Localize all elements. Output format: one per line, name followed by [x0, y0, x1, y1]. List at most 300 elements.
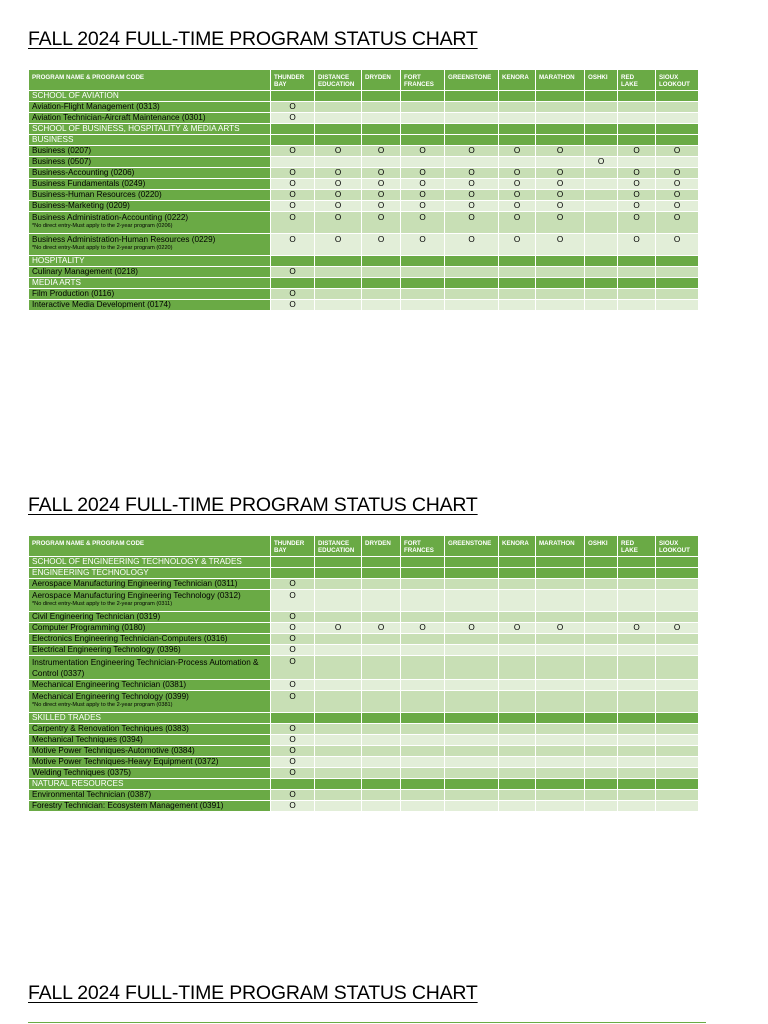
empty-cell [656, 579, 699, 590]
empty-cell [499, 612, 536, 623]
program-note: *No direct entry-Must apply to the 2-year program (0206) [32, 223, 173, 229]
availability-mark: O [536, 179, 585, 190]
column-header-campus: DRYDEN [362, 70, 401, 91]
page-title: FALL 2024 FULL-TIME PROGRAM STATUS CHART [28, 982, 478, 1004]
empty-cell [585, 190, 618, 201]
section-fill-cell [656, 568, 699, 579]
empty-cell [585, 146, 618, 157]
section-row [29, 568, 699, 579]
table-row [29, 746, 699, 757]
availability-mark: O [445, 212, 499, 234]
empty-cell [618, 612, 656, 623]
section-fill-cell [536, 135, 585, 146]
empty-cell [401, 656, 445, 680]
empty-cell [315, 113, 362, 124]
empty-cell [362, 612, 401, 623]
section-fill-cell [499, 91, 536, 102]
column-header-campus: DISTANCE EDUCATION [315, 536, 362, 557]
empty-cell [585, 790, 618, 801]
empty-cell [618, 102, 656, 113]
empty-cell [536, 790, 585, 801]
empty-cell [499, 267, 536, 278]
section-fill-cell [585, 557, 618, 568]
empty-cell [585, 590, 618, 612]
empty-cell [315, 590, 362, 612]
availability-mark: O [499, 623, 536, 634]
empty-cell [618, 267, 656, 278]
program-name-text: Electronics Engineering Technician-Computers (0316) [32, 634, 228, 643]
empty-cell [401, 267, 445, 278]
availability-mark: O [362, 146, 401, 157]
empty-cell [315, 579, 362, 590]
empty-cell [618, 656, 656, 680]
section-fill-cell [401, 779, 445, 790]
table-row [29, 634, 699, 645]
table-row [29, 801, 699, 812]
section-fill-cell [271, 278, 315, 289]
empty-cell [401, 768, 445, 779]
empty-cell [362, 590, 401, 612]
empty-cell [656, 102, 699, 113]
empty-cell [536, 735, 585, 746]
program-name-text: Aviation-Flight Management (0313) [32, 102, 160, 111]
availability-mark: O [656, 201, 699, 212]
program-name-text: Business Administration-Human Resources (0229) [32, 235, 216, 244]
empty-cell [315, 757, 362, 768]
empty-cell [656, 680, 699, 691]
program-name [29, 757, 271, 768]
empty-cell [585, 680, 618, 691]
section-fill-cell [585, 91, 618, 102]
program-name [29, 656, 271, 680]
empty-cell [362, 724, 401, 735]
program-name-text: Business Administration-Accounting (0222) [32, 213, 189, 222]
availability-mark: O [271, 656, 315, 680]
empty-cell [536, 267, 585, 278]
program-name-text: Business (0507) [32, 157, 92, 166]
empty-cell [445, 634, 499, 645]
availability-mark: O [618, 179, 656, 190]
column-header-campus: DISTANCE EDUCATION [315, 70, 362, 91]
empty-cell [401, 691, 445, 713]
availability-mark: O [315, 234, 362, 256]
empty-cell [499, 801, 536, 812]
availability-mark: O [618, 212, 656, 234]
column-header-campus: RED LAKE [618, 536, 656, 557]
program-name-text: Interactive Media Development (0174) [32, 300, 171, 309]
table-row [29, 267, 699, 278]
empty-cell [585, 691, 618, 713]
program-name-text: Business-Marketing (0209) [32, 201, 130, 210]
empty-cell [362, 157, 401, 168]
empty-cell [445, 300, 499, 311]
empty-cell [499, 157, 536, 168]
availability-mark: O [536, 168, 585, 179]
table-row [29, 212, 699, 234]
empty-cell [445, 289, 499, 300]
page-title: FALL 2024 FULL-TIME PROGRAM STATUS CHART [28, 494, 478, 516]
empty-cell [656, 724, 699, 735]
empty-cell [585, 623, 618, 634]
empty-cell [499, 746, 536, 757]
program-name-text: Computer Programming (0180) [32, 623, 146, 632]
section-fill-cell [315, 278, 362, 289]
column-header-campus: SIOUX LOOKOUT [656, 536, 699, 557]
empty-cell [315, 735, 362, 746]
section-fill-cell [445, 91, 499, 102]
program-name [29, 612, 271, 623]
empty-cell [499, 645, 536, 656]
program-note: *No direct entry-Must apply to the 2-year program (0220) [32, 245, 173, 251]
empty-cell [401, 645, 445, 656]
empty-cell [499, 289, 536, 300]
empty-cell [315, 612, 362, 623]
empty-cell [585, 768, 618, 779]
empty-cell [585, 102, 618, 113]
empty-cell [499, 590, 536, 612]
section-fill-cell [362, 91, 401, 102]
availability-mark: O [618, 168, 656, 179]
empty-cell [315, 645, 362, 656]
availability-mark: O [315, 190, 362, 201]
section-fill-cell [362, 557, 401, 568]
program-name [29, 179, 271, 190]
column-header-campus: MARATHON [536, 70, 585, 91]
empty-cell [445, 102, 499, 113]
column-header-campus: SIOUX LOOKOUT [656, 70, 699, 91]
availability-mark: O [536, 146, 585, 157]
table-row [29, 691, 699, 713]
empty-cell [445, 645, 499, 656]
empty-cell [445, 735, 499, 746]
section-fill-cell [618, 256, 656, 267]
section-fill-cell [271, 135, 315, 146]
section-fill-cell [445, 713, 499, 724]
availability-mark: O [618, 623, 656, 634]
table-row [29, 680, 699, 691]
empty-cell [362, 680, 401, 691]
section-fill-cell [499, 779, 536, 790]
program-name-text: Welding Techniques (0375) [32, 768, 131, 777]
empty-cell [536, 102, 585, 113]
availability-mark: O [499, 146, 536, 157]
section-fill-cell [315, 135, 362, 146]
availability-mark: O [271, 267, 315, 278]
empty-cell [315, 157, 362, 168]
section-fill-cell [656, 779, 699, 790]
availability-mark: O [499, 179, 536, 190]
section-fill-cell [401, 135, 445, 146]
section-fill-cell [536, 256, 585, 267]
section-label: SCHOOL OF BUSINESS, HOSPITALITY & MEDIA ARTS [29, 124, 271, 135]
program-name [29, 201, 271, 212]
empty-cell [618, 724, 656, 735]
availability-mark: O [271, 179, 315, 190]
empty-cell [445, 724, 499, 735]
page-title: FALL 2024 FULL-TIME PROGRAM STATUS CHART [28, 28, 478, 50]
column-header-program: PROGRAM NAME & PROGRAM CODE [29, 536, 271, 557]
empty-cell [536, 757, 585, 768]
section-label: ENGINEERING TECHNOLOGY [29, 568, 271, 579]
empty-cell [536, 289, 585, 300]
availability-mark: O [618, 190, 656, 201]
program-status-table [28, 69, 699, 311]
empty-cell [618, 113, 656, 124]
empty-cell [656, 768, 699, 779]
availability-mark: O [315, 201, 362, 212]
column-header-campus: KENORA [499, 70, 536, 91]
section-fill-cell [315, 256, 362, 267]
empty-cell [445, 680, 499, 691]
program-name [29, 289, 271, 300]
section-row [29, 713, 699, 724]
section-fill-cell [618, 135, 656, 146]
empty-cell [536, 746, 585, 757]
empty-cell [362, 300, 401, 311]
empty-cell [315, 656, 362, 680]
availability-mark: O [656, 179, 699, 190]
section-fill-cell [445, 568, 499, 579]
program-name [29, 623, 271, 634]
empty-cell [401, 157, 445, 168]
availability-mark: O [499, 168, 536, 179]
empty-cell [401, 724, 445, 735]
empty-cell [445, 113, 499, 124]
availability-mark: O [656, 190, 699, 201]
empty-cell [499, 300, 536, 311]
program-name-text: Mechanical Techniques (0394) [32, 735, 143, 744]
program-name [29, 801, 271, 812]
empty-cell [445, 612, 499, 623]
availability-mark: O [536, 623, 585, 634]
table-row [29, 790, 699, 801]
availability-mark: O [362, 234, 401, 256]
empty-cell [656, 790, 699, 801]
program-name-text: Business (0207) [32, 146, 92, 155]
empty-cell [401, 801, 445, 812]
empty-cell [362, 267, 401, 278]
availability-mark: O [271, 801, 315, 812]
empty-cell [656, 157, 699, 168]
empty-cell [499, 790, 536, 801]
availability-mark: O [271, 790, 315, 801]
availability-mark: O [362, 212, 401, 234]
empty-cell [401, 680, 445, 691]
table-row [29, 645, 699, 656]
availability-mark: O [618, 201, 656, 212]
availability-mark: O [271, 102, 315, 113]
section-fill-cell [315, 557, 362, 568]
program-name-text: Mechanical Engineering Technician (0381) [32, 680, 187, 689]
table-row [29, 590, 699, 612]
empty-cell [445, 746, 499, 757]
availability-mark: O [445, 623, 499, 634]
program-name [29, 190, 271, 201]
empty-cell [656, 612, 699, 623]
empty-cell [362, 790, 401, 801]
section-fill-cell [618, 779, 656, 790]
empty-cell [499, 757, 536, 768]
section-fill-cell [315, 568, 362, 579]
empty-cell [499, 768, 536, 779]
empty-cell [585, 113, 618, 124]
availability-mark: O [271, 168, 315, 179]
availability-mark: O [271, 623, 315, 634]
program-note: *No direct entry-Must apply to the 2-year program (0311) [32, 601, 173, 607]
empty-cell [401, 113, 445, 124]
program-name [29, 680, 271, 691]
table-row [29, 179, 699, 190]
section-label: BUSINESS [29, 135, 271, 146]
empty-cell [585, 656, 618, 680]
program-name [29, 102, 271, 113]
program-name [29, 168, 271, 179]
empty-cell [536, 645, 585, 656]
empty-cell [499, 724, 536, 735]
empty-cell [585, 724, 618, 735]
empty-cell [618, 590, 656, 612]
availability-mark: O [271, 645, 315, 656]
availability-mark: O [362, 201, 401, 212]
empty-cell [618, 735, 656, 746]
section-fill-cell [271, 91, 315, 102]
program-name [29, 634, 271, 645]
empty-cell [536, 612, 585, 623]
empty-cell [445, 691, 499, 713]
empty-cell [445, 579, 499, 590]
program-name [29, 212, 271, 234]
section-row [29, 256, 699, 267]
section-label: MEDIA ARTS [29, 278, 271, 289]
availability-mark: O [499, 234, 536, 256]
section-fill-cell [401, 568, 445, 579]
table-row [29, 735, 699, 746]
empty-cell [401, 612, 445, 623]
empty-cell [362, 579, 401, 590]
empty-cell [656, 656, 699, 680]
section-fill-cell [401, 713, 445, 724]
table-row [29, 656, 699, 680]
column-header-campus: FORT FRANCES [401, 536, 445, 557]
program-name [29, 590, 271, 612]
empty-cell [618, 579, 656, 590]
availability-mark: O [536, 234, 585, 256]
empty-cell [499, 113, 536, 124]
availability-mark: O [271, 768, 315, 779]
empty-cell [656, 645, 699, 656]
availability-mark: O [271, 735, 315, 746]
empty-cell [315, 724, 362, 735]
table-row [29, 201, 699, 212]
empty-cell [585, 612, 618, 623]
availability-mark: O [271, 113, 315, 124]
empty-cell [656, 691, 699, 713]
empty-cell [362, 645, 401, 656]
empty-cell [362, 289, 401, 300]
availability-mark: O [585, 157, 618, 168]
section-fill-cell [362, 713, 401, 724]
empty-cell [536, 113, 585, 124]
program-name [29, 234, 271, 256]
column-header-campus: MARATHON [536, 536, 585, 557]
empty-cell [618, 801, 656, 812]
empty-cell [585, 579, 618, 590]
table-top-border [28, 1022, 706, 1023]
empty-cell [401, 289, 445, 300]
table-row [29, 157, 699, 168]
table-header-row [29, 70, 699, 91]
empty-cell [585, 300, 618, 311]
table-row [29, 190, 699, 201]
program-name-text: Forestry Technician: Ecosystem Management (0391) [32, 801, 224, 810]
table-row [29, 724, 699, 735]
section-fill-cell [536, 278, 585, 289]
empty-cell [362, 634, 401, 645]
empty-cell [315, 289, 362, 300]
program-name-text: Business-Accounting (0206) [32, 168, 135, 177]
empty-cell [656, 300, 699, 311]
availability-mark: O [401, 179, 445, 190]
empty-cell [362, 691, 401, 713]
availability-mark: O [618, 146, 656, 157]
section-fill-cell [499, 256, 536, 267]
availability-mark: O [362, 623, 401, 634]
section-label: HOSPITALITY [29, 256, 271, 267]
empty-cell [271, 157, 315, 168]
section-fill-cell [362, 124, 401, 135]
availability-mark: O [271, 724, 315, 735]
availability-mark: O [271, 212, 315, 234]
section-fill-cell [445, 557, 499, 568]
empty-cell [618, 157, 656, 168]
section-fill-cell [499, 568, 536, 579]
program-name-text: Culinary Management (0218) [32, 267, 139, 276]
availability-mark: O [362, 190, 401, 201]
section-fill-cell [656, 124, 699, 135]
empty-cell [656, 735, 699, 746]
empty-cell [401, 102, 445, 113]
empty-cell [362, 656, 401, 680]
section-fill-cell [656, 256, 699, 267]
empty-cell [445, 801, 499, 812]
availability-mark: O [271, 190, 315, 201]
program-name-text: Electrical Engineering Technology (0396) [32, 645, 181, 654]
section-fill-cell [315, 91, 362, 102]
section-fill-cell [585, 256, 618, 267]
program-name-text: Aerospace Manufacturing Engineering Technician (0311) [32, 579, 238, 588]
program-name-text: Mechanical Engineering Technology (0399) [32, 692, 189, 701]
empty-cell [445, 267, 499, 278]
section-fill-cell [585, 278, 618, 289]
column-header-campus: GREENSTONE [445, 536, 499, 557]
availability-mark: O [271, 289, 315, 300]
empty-cell [536, 590, 585, 612]
column-header-campus: KENORA [499, 536, 536, 557]
section-fill-cell [362, 568, 401, 579]
program-name-text: Environmental Technician (0387) [32, 790, 152, 799]
empty-cell [585, 168, 618, 179]
program-name [29, 724, 271, 735]
empty-cell [585, 179, 618, 190]
availability-mark: O [656, 168, 699, 179]
empty-cell [445, 768, 499, 779]
section-fill-cell [445, 779, 499, 790]
section-row [29, 124, 699, 135]
column-header-campus: THUNDER BAY [271, 70, 315, 91]
availability-mark: O [445, 146, 499, 157]
empty-cell [585, 634, 618, 645]
section-label: NATURAL RESOURCES [29, 779, 271, 790]
